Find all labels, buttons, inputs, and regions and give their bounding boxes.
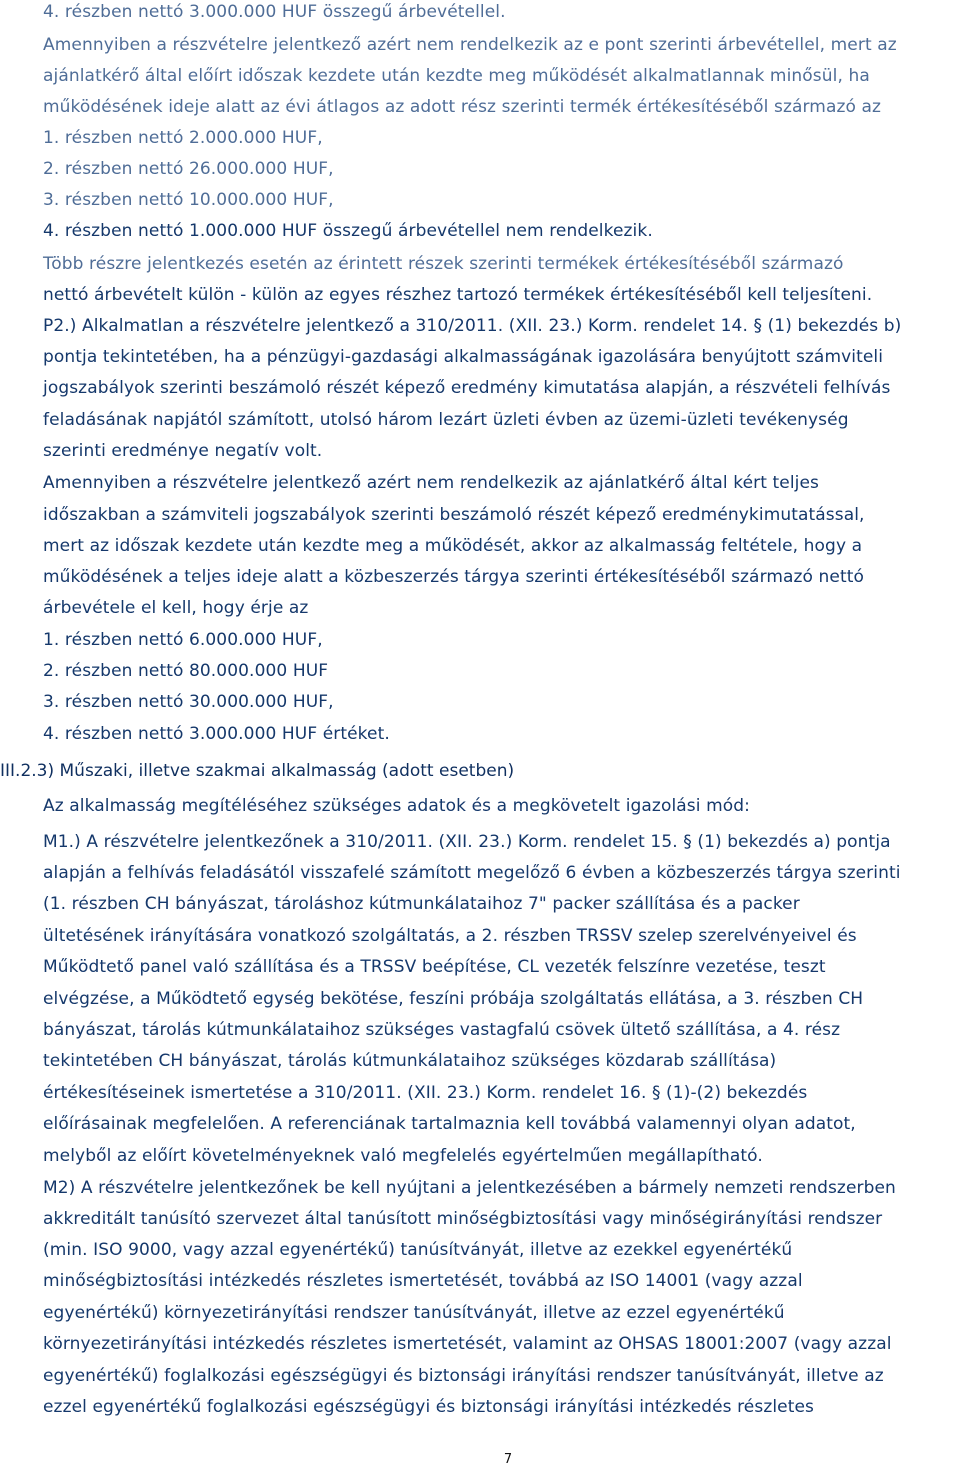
text-line: pontja tekintetében, ha a pénzügyi-gazdasági alkalmasságának igazolására benyújtott számviteli [43, 347, 884, 367]
text-line: egyenértékű) környezetirányítási rendszer tanúsítványát, illetve az ezzel egyenértékű [43, 1303, 785, 1323]
text-line: minőségbiztosítási intézkedés részletes ismertetését, továbbá az ISO 14001 (vagy azzal [43, 1271, 803, 1291]
text-line: Több részre jelentkezés esetén az érintett részek szerinti termékek értékesítéséből származó [43, 254, 844, 274]
text-line: Működtető panel való szállítása és a TRSSV beépítése, CL vezeték felszínre vezetése, teszt [43, 957, 826, 977]
text-line: bányászat, tárolás kútmunkálataihoz szükséges vastagfalú csövek ültető szállítása, a 4. rész [43, 1020, 841, 1040]
section-heading: III.2.3) Műszaki, illetve szakmai alkalmasság (adott esetben) [0, 761, 515, 781]
text-line: feladásának napjától számított, utolsó három lezárt üzleti évben az üzemi-üzleti tevékenység [43, 410, 849, 430]
page-number: 7 [503, 1452, 513, 1467]
text-line: időszakban a számviteli jogszabályok szerinti beszámoló részét képező eredménykimutatással, [43, 505, 865, 525]
text-line: szerinti eredménye negatív volt. [43, 441, 323, 461]
text-line: 3. részben nettó 10.000.000 HUF, [43, 190, 334, 210]
text-line: mert az időszak kezdete után kezdte meg a működését, akkor az alkalmasság feltétele, hogy a [43, 536, 863, 556]
text-line: ezzel egyenértékű foglalkozási egészségügyi és biztonsági irányítási intézkedés részletes [43, 1397, 815, 1417]
subheading: Az alkalmasság megítéléséhez szükséges adatok és a megkövetelt igazolási mód: [43, 796, 750, 816]
text-line: 4. részben nettó 3.000.000 HUF összegű árbevétellel. [43, 2, 506, 22]
text-line: értékesítéseinek ismertetése a 310/2011. (XII. 23.) Korm. rendelet 16. § (1)-(2) bekezdés [43, 1083, 808, 1103]
text-line: (min. ISO 9000, vagy azzal egyenértékű) tanúsítványát, illetve az ezekkel egyenértékű [43, 1240, 793, 1260]
text-line: ültetésének irányítására vonatkozó szolgáltatás, a 2. részben TRSSV szelep szerelvényeivel és [43, 926, 857, 946]
text-line: P2.) Alkalmatlan a részvételre jelentkező a 310/2011. (XII. 23.) Korm. rendelet 14. § (1) bekezdés b) [43, 316, 902, 336]
text-line: környezetirányítási intézkedés részletes ismertetését, valamint az OHSAS 18001:2007 (vagy azzal [43, 1334, 892, 1354]
text-line: jogszabályok szerinti beszámoló részét képező eredmény kimutatása alapján, a részvételi felhívás [43, 378, 891, 398]
text-line: 1. részben nettó 2.000.000 HUF, [43, 128, 323, 148]
text-line: ajánlatkérő által előírt időszak kezdete után kezdte meg működését alkalmatlannak minősül, ha [43, 66, 870, 86]
text-line: M1.) A részvételre jelentkezőnek a 310/2011. (XII. 23.) Korm. rendelet 15. § (1) bekezdés a) pontja [43, 832, 891, 852]
text-line: 1. részben nettó 6.000.000 HUF, [43, 630, 323, 650]
text-line: 2. részben nettó 26.000.000 HUF, [43, 159, 334, 179]
text-line: alapján a felhívás feladásától visszafelé számított megelőző 6 évben a közbeszerzés tárgya szerinti [43, 863, 901, 883]
text-line: nettó árbevételt külön - külön az egyes részhez tartozó termékek értékesítéséből kell teljesíteni. [43, 285, 873, 305]
text-line: akkreditált tanúsító szervezet által tanúsított minőségbiztosítási vagy minőségirányítási rendszer [43, 1209, 883, 1229]
text-line: melyből az előírt követelményeknek való megfelelés egyértelműen megállapítható. [43, 1146, 763, 1166]
text-line: 2. részben nettó 80.000.000 HUF [43, 661, 329, 681]
text-line: (1. részben CH bányászat, tároláshoz kútmunkálataihoz 7" packer szállítása és a packer [43, 894, 800, 914]
text-line: működésének a teljes ideje alatt a közbeszerzés tárgya szerinti értékesítéséből származó nettó [43, 567, 865, 587]
text-line: M2) A részvételre jelentkezőnek be kell nyújtani a jelentkezésében a bármely nemzeti rendszerben [43, 1178, 896, 1198]
text-line: árbevétele el kell, hogy érje az [43, 598, 309, 618]
text-line: előírásainak megfelelően. A referenciának tartalmaznia kell továbbá valamennyi olyan adatot, [43, 1114, 856, 1134]
text-line: 4. részben nettó 1.000.000 HUF összegű árbevétellel nem rendelkezik. [43, 221, 653, 241]
text-line: Amennyiben a részvételre jelentkező azért nem rendelkezik az ajánlatkérő által kért teljes [43, 473, 819, 493]
text-line: 3. részben nettó 30.000.000 HUF, [43, 692, 334, 712]
text-line: tekintetében CH bányászat, tárolás kútmunkálataihoz szükséges közdarab szállítása) [43, 1051, 777, 1071]
text-line: Amennyiben a részvételre jelentkező azért nem rendelkezik az e pont szerinti árbevétellel, mert az [43, 35, 897, 55]
text-line: működésének ideje alatt az évi átlagos az adott rész szerinti termék értékesítéséből származó az [43, 97, 882, 117]
text-line: egyenértékű) foglalkozási egészségügyi és biztonsági irányítási rendszer tanúsítványát, illetve az [43, 1366, 884, 1386]
text-line: elvégzése, a Működtető egység bekötése, feszíni próbája szolgáltatás ellátása, a 3. részben CH [43, 989, 864, 1009]
text-line: 4. részben nettó 3.000.000 HUF értéket. [43, 724, 390, 744]
